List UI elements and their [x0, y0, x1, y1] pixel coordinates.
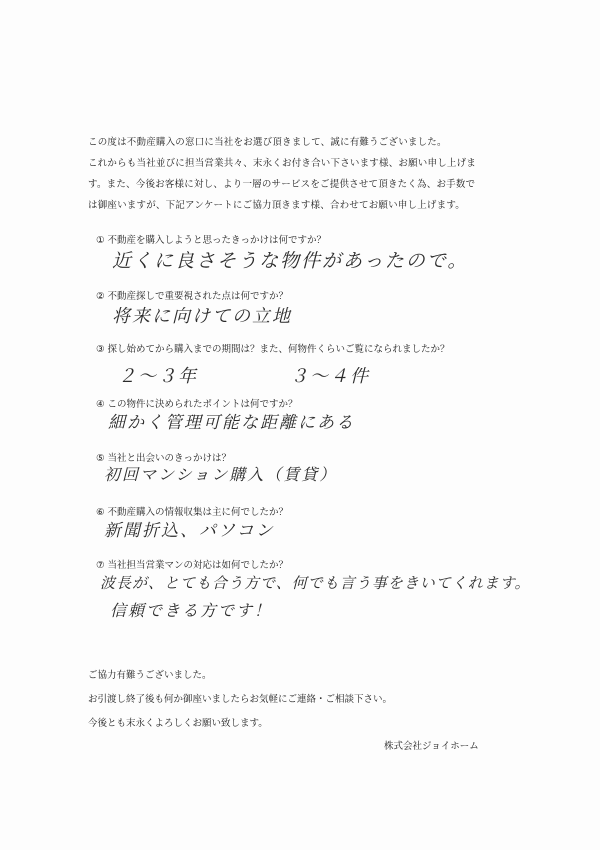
question-7: ⑦ 当社担当営業マンの対応は如何でしたか？: [96, 560, 289, 571]
answer-2: 将来に向けての立地: [112, 306, 292, 327]
intro-line: この度は不動産購入の窓口に当社をお選び頂きまして、誠に有難うございました。: [88, 137, 447, 148]
question-6: ⑥ 不動産購入の情報収集は主に何でしたか？: [96, 507, 289, 518]
answer-4: 細かく管理可能な距離にある: [108, 413, 355, 433]
answer-3-period: ２〜３年: [118, 366, 198, 387]
closing-line: 今後とも末永くよろしくお願い致します。: [88, 718, 268, 729]
closing-text: [88, 664, 392, 736]
intro-text: [88, 132, 528, 216]
company-name: 株式会社ジョイホーム: [384, 741, 479, 752]
closing-line: ご協力有難うございました。: [88, 670, 212, 681]
intro-line: これからも当社並びに担当営業共々、末永くお付き合い下さいます様、お願い申し上げま: [88, 158, 477, 169]
question-5: ⑤ 当社と出会いのきっかけは？: [96, 453, 232, 464]
answer-7-line-2: 信頼できる方です！: [110, 601, 273, 620]
question-4: ④ この物件に決められたポイントは何ですか？: [96, 399, 298, 410]
answer-3-count: ３〜４件: [290, 366, 370, 387]
intro-line: す。また、今後お客様に対し、より一層のサービスをご提供させて頂きたく為、お手数で: [88, 179, 476, 190]
intro-line: は御座いますが、下記アンケートにご協力頂きます様、合わせてお願い申し上げます。: [88, 200, 465, 211]
question-2: ② 不動産探しで重要視された点は何ですか？: [96, 291, 289, 302]
question-1: ① 不動産を購入しようと思ったきっかけは何ですか？: [96, 235, 327, 246]
answer-6: 新聞折込、パソコン: [104, 521, 275, 541]
question-3: ③ 探し始めてから購入までの期間は？また、何物件くらいご覧になられましたか？: [96, 344, 450, 355]
answer-7-line-1: 波長が、とても合う方で、何でも言う事をきいてくれます。: [100, 574, 531, 592]
answer-1: 近くに良さそうな物件があったので。: [112, 250, 469, 272]
closing-line: お引渡し終了後も何か御座いましたらお気軽にご連絡・ご相談下さい。: [88, 694, 393, 705]
answer-5: 初回マンション購入（賃貸）: [104, 465, 338, 484]
